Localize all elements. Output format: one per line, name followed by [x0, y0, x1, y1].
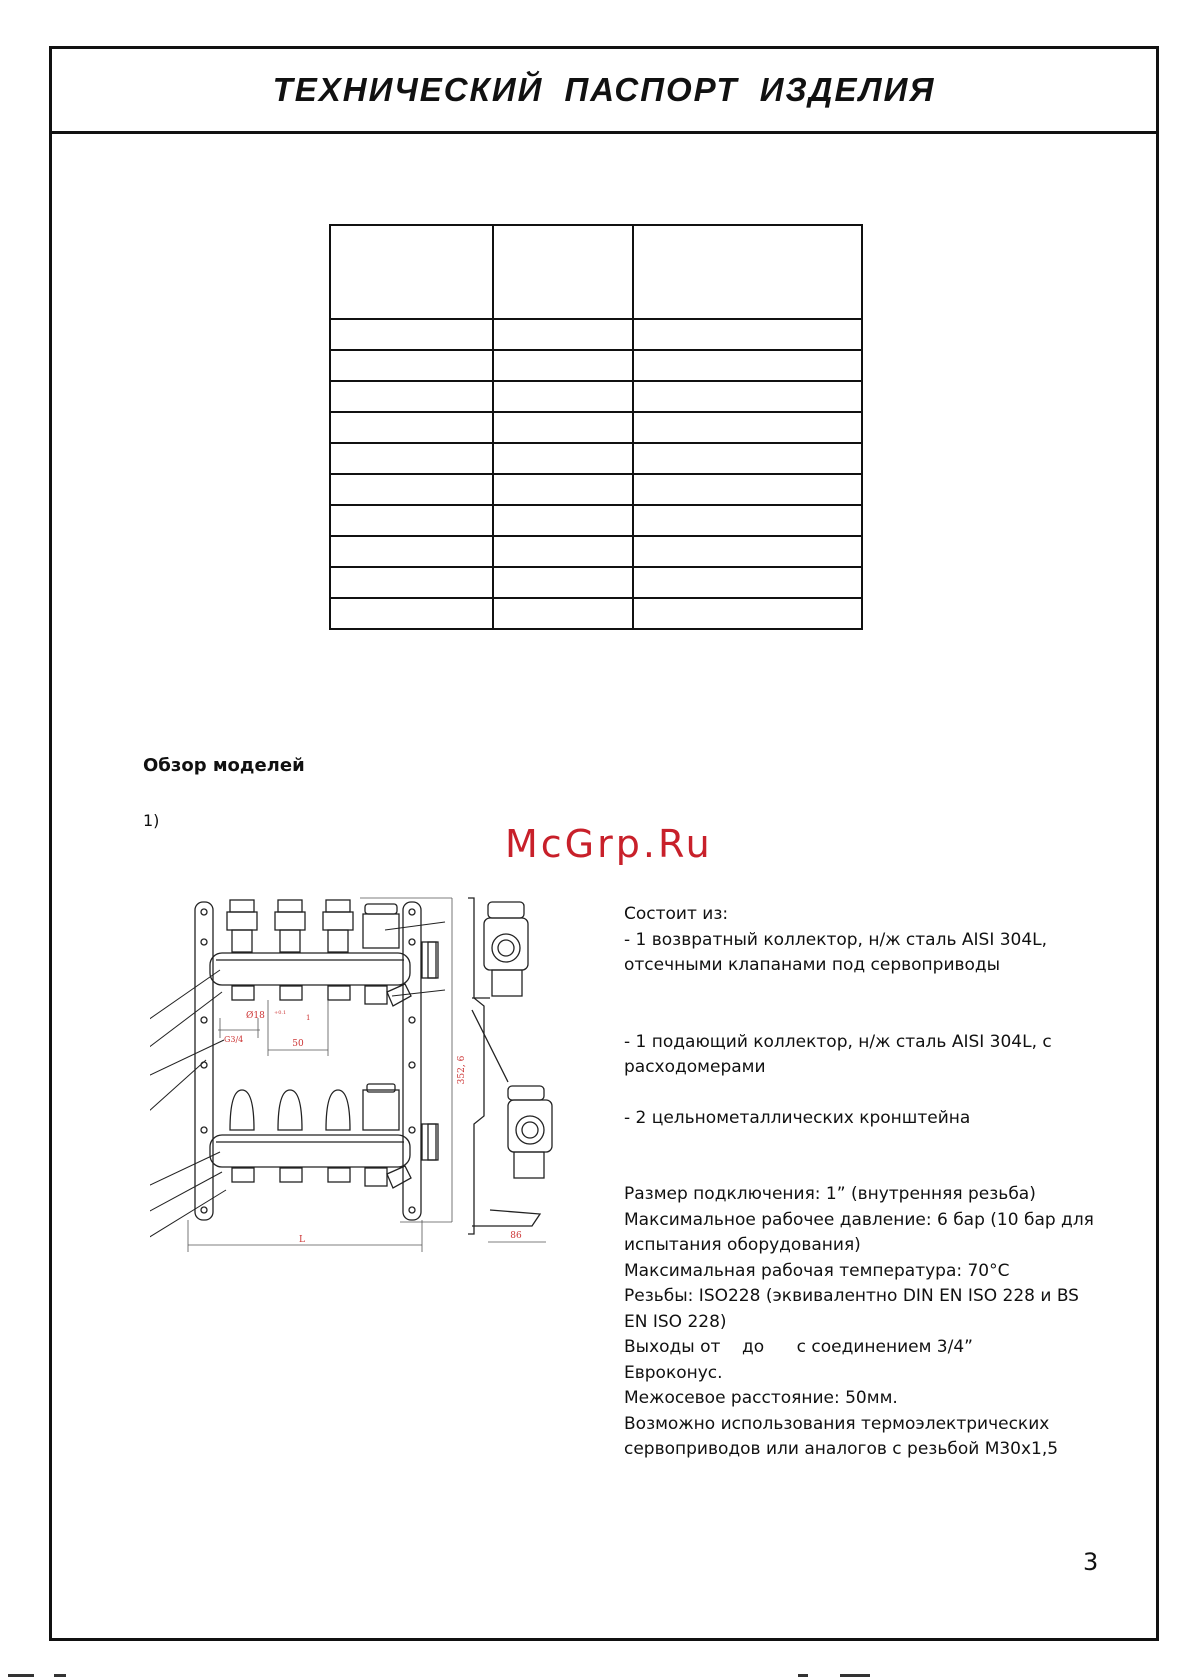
spec-center-distance: Межосевое расстояние: 50мм. — [624, 1388, 898, 1408]
table-cell — [493, 225, 632, 319]
table-cell — [493, 567, 632, 598]
table-row — [330, 505, 862, 536]
table-cell — [493, 443, 632, 474]
table-cell — [633, 319, 862, 350]
dim-l: L — [299, 1235, 305, 1245]
table-cell — [493, 598, 632, 629]
table-cell — [330, 567, 493, 598]
table-cell — [633, 567, 862, 598]
table-cell — [633, 536, 862, 567]
table-row — [330, 474, 862, 505]
component-return-manifold: - 1 возвратный коллектор, н/ж сталь AISI 304L, отсечными клапанами под сервоприводы — [624, 929, 1048, 975]
table-cell — [330, 381, 493, 412]
table-cell — [330, 412, 493, 443]
table-cell — [493, 381, 632, 412]
table-cell — [330, 505, 493, 536]
dim-d18: Ø18 — [246, 1011, 265, 1021]
consists-of-label: Состоит из: — [624, 904, 729, 924]
table-cell — [330, 598, 493, 629]
table-cell — [493, 505, 632, 536]
leader-lines — [150, 922, 445, 1238]
table-row — [330, 443, 862, 474]
table-row — [330, 381, 862, 412]
table-cell — [330, 319, 493, 350]
front-view — [195, 900, 438, 1220]
table-cell — [633, 381, 862, 412]
dimension-texts — [224, 1010, 522, 1245]
table-cell — [493, 350, 632, 381]
table-cell — [493, 412, 632, 443]
title-bar — [52, 49, 1156, 134]
component-supply-manifold: - 1 подающий коллектор, н/ж сталь AISI 304L, с расходомерами — [624, 1031, 1052, 1077]
table-cell — [493, 474, 632, 505]
dim-352-6: 352, 6 — [457, 1055, 467, 1085]
table-header-row — [330, 225, 862, 319]
table-cell — [633, 474, 862, 505]
watermark: McGrp.Ru — [505, 822, 713, 866]
table-cell — [330, 443, 493, 474]
spec-servo-drives: Возможно использования термоэлектрических сервоприводов или аналогов с резьбой М30х1,5 — [624, 1413, 1059, 1459]
table-cell — [633, 350, 862, 381]
table-cell — [330, 474, 493, 505]
spec-table — [329, 224, 863, 630]
page-number: 3 — [1083, 1548, 1099, 1576]
table-cell — [633, 412, 862, 443]
dim-g34: G3/4 — [224, 1035, 244, 1044]
spec-threads: Резьбы: ISO228 (эквивалентно DIN EN ISO 228 и BS EN ISO 228) — [624, 1286, 1079, 1332]
page-title: ТЕХНИЧЕСКИЙ ПАСПОРТ ИЗДЕЛИЯ — [272, 71, 936, 108]
table-cell — [330, 225, 493, 319]
table-row — [330, 536, 862, 567]
dim-tolerance: +0.1 — [274, 1010, 287, 1016]
spec-connection-size: Размер подключения: 1” (внутренняя резьба) — [624, 1184, 1036, 1204]
table-cell — [493, 319, 632, 350]
model-number: 1) — [143, 811, 160, 830]
manifold-drawing — [150, 890, 600, 1260]
model-description — [624, 902, 1094, 1463]
table-cell — [633, 443, 862, 474]
spec-max-pressure: Максимальное рабочее давление: 6 бар (10 бар для испытания оборудования) — [624, 1209, 1094, 1255]
table-row — [330, 319, 862, 350]
table-cell — [493, 536, 632, 567]
table-cell — [330, 536, 493, 567]
table-row — [330, 598, 862, 629]
dim-50: 50 — [292, 1039, 304, 1049]
component-brackets: - 2 цельнометаллических кронштейна — [624, 1107, 971, 1128]
spec-euroconus: Евроконус. — [624, 1362, 723, 1383]
side-view — [468, 898, 552, 1234]
table-row — [330, 567, 862, 598]
spec-outlets: Выходы от до с соединением 3/4” — [624, 1337, 973, 1357]
spec-max-temperature: Максимальная рабочая температура: 70°С — [624, 1260, 1010, 1281]
table-cell — [633, 505, 862, 536]
table-row — [330, 350, 862, 381]
dim-1: 1 — [306, 1014, 311, 1022]
table-cell — [330, 350, 493, 381]
dim-86: 86 — [510, 1231, 522, 1241]
table-cell — [633, 598, 862, 629]
models-heading: Обзор моделей — [143, 755, 305, 776]
scan-edge-marks — [0, 1670, 1192, 1679]
table-row — [330, 412, 862, 443]
table-cell — [633, 225, 862, 319]
